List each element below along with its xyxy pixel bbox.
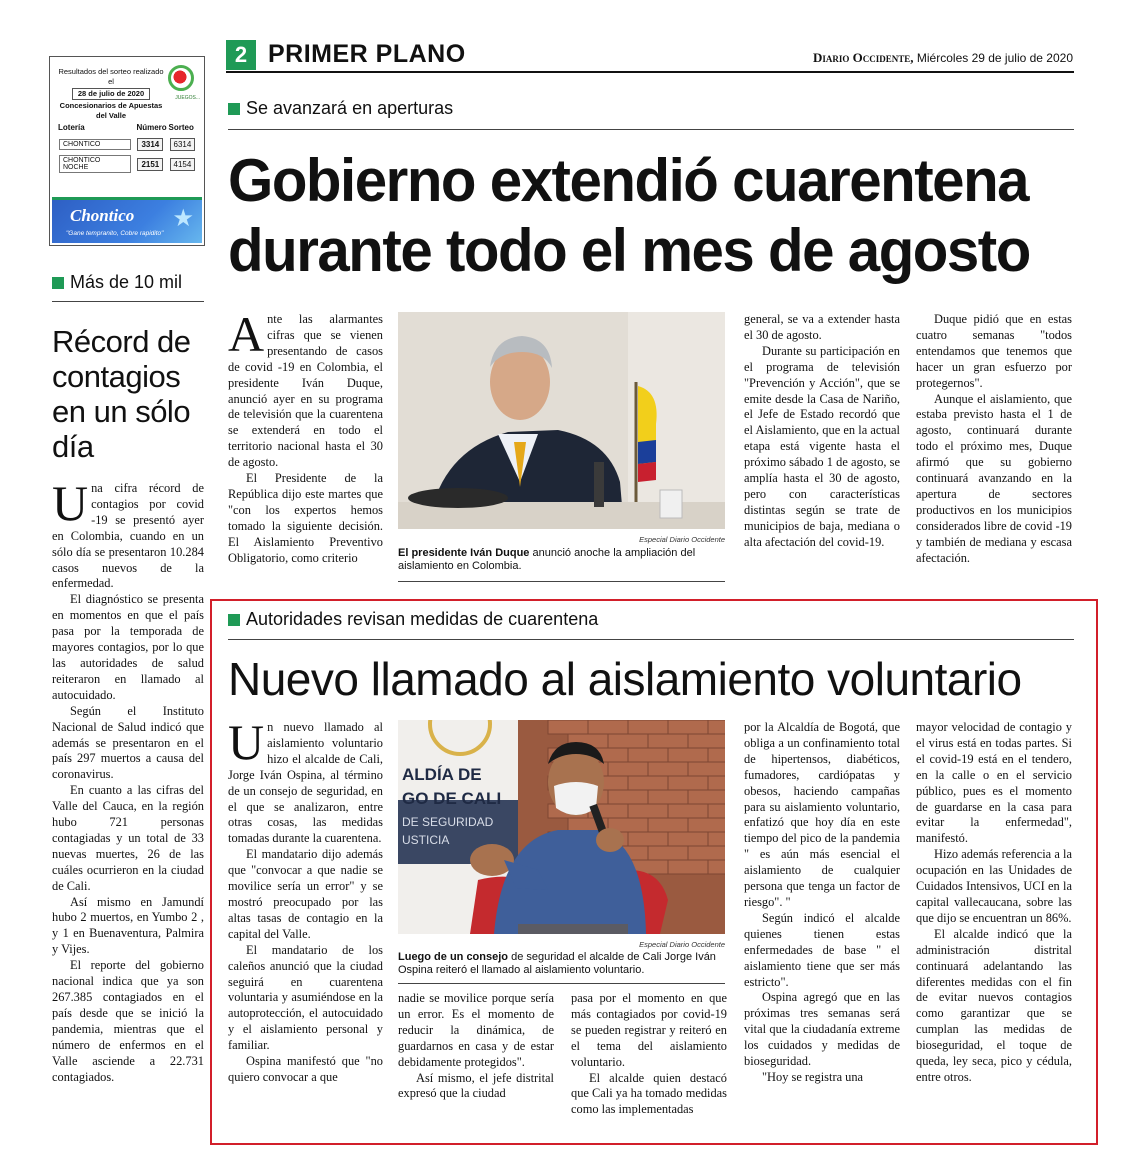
lottery-name: CHONTICO NOCHE	[59, 155, 131, 173]
box-col-5	[916, 720, 1072, 1086]
paragraph: por la Alcaldía de Bogotá, que obliga a un confinamiento total de hipertensos, diabéticos, fumadores, cardiópatas y obesos, haciendo campañas para su aislamiento voluntario, enfatizó que hoy día en este tiempo del pico de la pandemia " es aún más esencial el aislamiento de cualquier persona que tenga un factor de riesgo". "	[744, 720, 900, 909]
duque-photo-illustration	[398, 312, 725, 529]
dateline	[813, 50, 1073, 66]
paragraph: El reporte del gobierno nacional indica que ya son 267.385 contagiados en el país desde que se inició la pandemia, mientras que el número de enfermos en el Valle asciende a 22.731 contagiados.	[52, 958, 204, 1084]
chontico-brand: Chontico	[70, 206, 135, 225]
box-col-1	[228, 714, 383, 1086]
lottery-col-header: Número	[136, 123, 167, 132]
dropcap: U	[228, 714, 265, 770]
caption-bold: Luego de un consejo	[398, 951, 509, 963]
photo-credit: Especial Diario Occidente	[639, 940, 725, 949]
paragraph: Ospina agregó que en las próximas tres semanas será vital que la ciudadanía extreme los cuidados y medidas de bioseguridad.	[744, 990, 900, 1069]
main-col-1	[228, 306, 383, 567]
lottery-col-header: Lotería	[58, 123, 85, 132]
box-col-4	[744, 720, 900, 1086]
section-title: PRIMER PLANO	[268, 40, 466, 68]
lottery-heading	[56, 67, 166, 121]
paragraph: Según el Instituto Nacional de Salud indicó que además se presentaron en el país 297 muertos a causa del coronavirus.	[52, 703, 204, 782]
paragraph: "Hoy se registra una	[762, 1069, 864, 1084]
green-square-icon	[228, 103, 240, 115]
dropcap: A	[228, 306, 265, 362]
header-rule	[226, 71, 1074, 73]
paragraph: pasa por el momento en que más contagiados por covid-19 se pueden registrar y reiteró en el tema del aislamiento voluntario.	[571, 991, 727, 1069]
paragraph: Duque pidió que en estas cuatro semanas "todos entendamos que tenemos que hacer un gran esfuerzo por protegernos".	[916, 312, 1072, 390]
paragraph: nadie se movilice porque sería un error. Es el momento de reducir la dinámica, de guardarnos en casa y de estar debidamente protegidos".	[398, 991, 554, 1069]
ospina-photo	[398, 720, 725, 934]
newspaper-name: Diario Occidente,	[813, 50, 914, 65]
paragraph: Así mismo en Jamundí hubo 2 muertos, en Yumbo 2 , y 1 en Buenaventura, Palmira y Vijes.	[52, 894, 204, 957]
paragraph: Hizo además referencia a la ocupación en las Unidades de Cuidados Intensivos, UCI en la capital vallecaucana, sobre las que dijo se encuentran un 86%.	[916, 847, 1072, 925]
paragraph: El diagnóstico se presenta en momentos en que el país pasa por la temporada de mayores contagios, por lo que las autoridades de salud reiteraron en llamado al autocuidado.	[52, 592, 204, 702]
lottery-draw: 4154	[170, 158, 196, 171]
paragraph: Así mismo, el jefe distrital expresó que la ciudad	[398, 1070, 554, 1101]
paragraph: Ospina manifestó que "no quiero convocar a que	[228, 1054, 383, 1084]
main-col-4	[916, 312, 1072, 567]
box-kicker	[228, 609, 1074, 630]
paragraph: n nuevo llamado al aislamiento voluntario hizo el alcalde de Cali, Jorge Iván Ospina, al término de un consejo de seguridad, en el que se analizaron, entre otras cosas, las medidas tomadas durante la cuarentena.	[228, 720, 383, 846]
main-col-3	[744, 312, 900, 551]
photo-caption	[398, 547, 725, 573]
caption-rule	[398, 581, 725, 582]
photo-credit: Especial Diario Occidente	[639, 535, 725, 544]
chontico-banner	[52, 197, 202, 243]
lottery-heading-line: Resultados del sorteo realizado el	[58, 67, 164, 86]
juegos-logo-icon	[168, 65, 194, 91]
photo-caption	[398, 951, 725, 977]
chontico-slogan: "Gane tempranito, Cobre rapidito"	[66, 230, 164, 237]
paragraph: general, se va a extender hasta el 30 de agosto.	[744, 312, 900, 342]
dropcap: U	[52, 475, 89, 531]
caption-rule	[398, 983, 725, 984]
paragraph: na cifra récord de contagios por covid -19 se presentó ayer en Colombia, cuando en un sólo día se presentaron 10.284 casos nuevos de la enfermedad.	[52, 481, 204, 591]
caption-text: anunció anoche la ampliación del aislamiento en Colombia.	[398, 547, 696, 572]
side-kicker	[52, 272, 204, 293]
paragraph: El mandatario de los caleños anunció que la ciudad seguirá en cuarentena voluntaria y asumiéndose en la autoprotección, el autocuidado y el aislamiento personal y familiar.	[228, 942, 383, 1053]
lottery-date: 28 de julio de 2020	[72, 88, 150, 100]
green-square-icon	[52, 277, 64, 289]
paragraph: En cuanto a las cifras del Valle del Cauca, en la región hubo 721 personas contagiadas y un total de 33 nuevas muertes, 26 de las cuáles ocurrieron en la ciudad de Cali.	[52, 783, 204, 893]
main-kicker	[228, 98, 1074, 119]
lottery-results-box	[49, 56, 205, 246]
ospina-photo-illustration	[398, 720, 725, 934]
paragraph: El alcalde quien destacó que Cali ya ha tomado medidas como las implementadas	[571, 1070, 727, 1117]
juegos-logo-text: JUEGOS...	[175, 95, 200, 101]
backdrop-text: DE SEGURIDAD	[402, 815, 494, 829]
side-kicker-text: Más de 10 mil	[70, 272, 183, 292]
main-rule	[228, 129, 1074, 130]
box-kicker-text: Autoridades revisan medidas de cuarentena	[246, 609, 599, 629]
lottery-heading-line: Concesionarios de Apuestas del Valle	[59, 101, 163, 120]
paragraph: Según indicó el alcalde quienes tienen estas enfermedades de base " el aislamiento tiene que ser más estricto".	[744, 910, 900, 989]
box-col-3	[571, 991, 727, 1118]
lottery-name: CHONTICO	[59, 139, 131, 150]
side-rule	[52, 301, 204, 302]
lottery-number: 2151	[137, 158, 163, 171]
issue-date: Miércoles 29 de julio de 2020	[916, 51, 1073, 65]
star-icon: ★	[172, 206, 194, 232]
main-headline: Gobierno extendió cuarentena durante todo el mes de agosto	[228, 147, 1030, 284]
table-row	[58, 153, 198, 175]
backdrop-text: GO DE CALI	[402, 789, 502, 808]
backdrop-text: USTICIA	[402, 833, 450, 847]
box-rule	[228, 639, 1074, 640]
side-headline: Récord de contagios en un sólo día	[52, 324, 191, 464]
lottery-col-header: Sorteo	[168, 123, 194, 132]
caption-text: de seguridad el alcalde de Cali Jorge Iván Ospina reiteró el llamado al aislamiento voluntario.	[398, 951, 716, 976]
lottery-table	[58, 123, 198, 175]
table-row	[58, 136, 198, 153]
caption-bold: El presidente Iván Duque	[398, 547, 530, 559]
paragraph: nte las alarmantes cifras que se vienen presentando de casos de covid -19 en Colombia, el presidente Iván Duque, anunció ayer en su programa de televisión que la cuarentena se extenderá en todo el territorio nacional hasta el 30 de agosto.	[228, 312, 383, 470]
paragraph: El Presidente de la República dijo este martes que "con los expertos hemos tomado la siguiente decisión. El Aislamiento Preventivo Obligatorio, como criterio	[228, 471, 383, 565]
paragraph: Durante su participación en el programa de televisión "Prevención y Acción", que se emite desde la Casa de Nariño, el Jefe de Estado recordó que el Aislamiento, que en la actual etapa está vigente hasta el próximo sábado 1 de agosto, se amplía hasta el 30 de agosto, pero con características distintas según se trate de municipios de baja, mediana o alta afectación del covid-19.	[744, 343, 900, 549]
paragraph: Aunque el aislamiento, que estaba previsto hasta el 1 de agosto, continuará durante todo el próximo mes, Duque afirmó que su gobierno continuará avanzando en la apertura de sectores productivos en los municipios considerados libre de covid -19 y también de mediana y escasa afectación.	[916, 391, 1072, 565]
page-number: 2	[226, 40, 256, 70]
green-square-icon	[228, 614, 240, 626]
duque-photo	[398, 312, 725, 529]
paragraph: El mandatario dijo además que "convocar a que nadie se movilice sería un error" y se mostró preocupado por las altas tasas de contagio en la capital del Valle.	[228, 847, 383, 941]
lottery-number: 3314	[137, 138, 163, 151]
box-headline: Nuevo llamado al aislamiento voluntario	[228, 653, 1022, 705]
lottery-draw: 6314	[170, 138, 196, 151]
backdrop-text: ALDÍA DE	[402, 765, 482, 784]
paragraph: mayor velocidad de contagio y el virus está en todas partes. Si el covid-19 está en el tendero, en la calle o en el servicio público, pues es el momento de guardarse en la casa para evitar la enfermedad", manifestó.	[916, 720, 1072, 846]
paragraph: El alcalde indicó que la administración distrital continuará adelantando las diferentes medidas con el fin de evitar nuevos contagios como garantizar que se cumplan las medidas de bioseguridad, el toque de queda, ley seca, pico y cédula, entre otros.	[916, 926, 1072, 1084]
main-kicker-text: Se avanzará en aperturas	[246, 98, 454, 118]
box-col-2	[398, 991, 554, 1102]
side-body	[52, 475, 204, 1085]
